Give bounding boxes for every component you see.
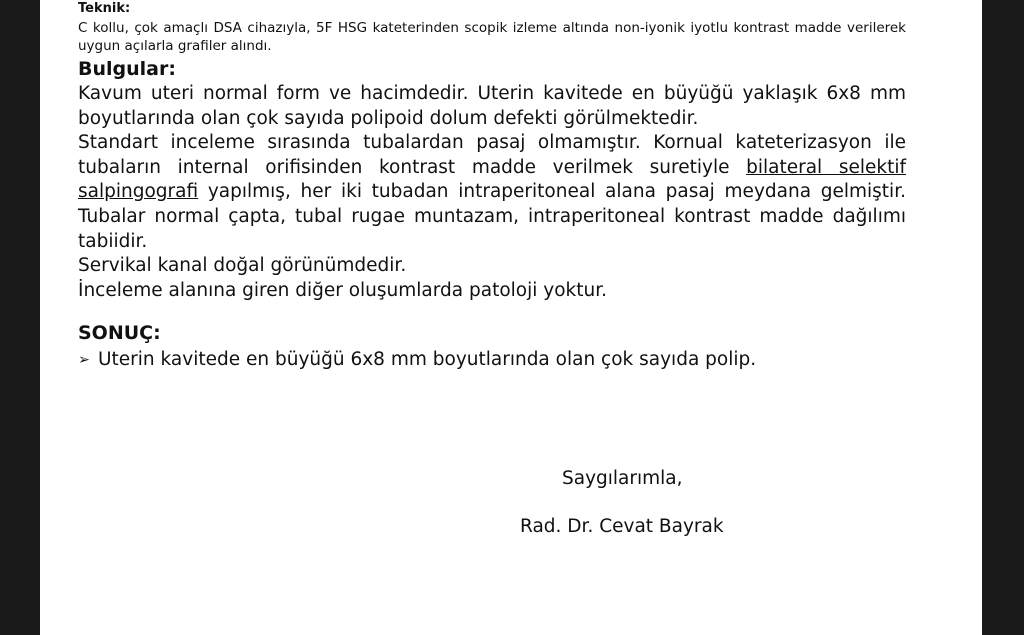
- underlined-term: bilateral selektif salpingografi: [78, 156, 906, 203]
- signature: Rad. Dr. Cevat Bayrak: [520, 516, 724, 537]
- arrow-bullet-icon: ➢: [78, 352, 90, 368]
- closing-line: Saygılarımla,: [562, 468, 683, 489]
- conclusion-text: Uterin kavitede en büyüğü 6x8 mm boyutlarında olan çok sayıda polip.: [98, 349, 757, 370]
- findings-paragraph-1: Kavum uteri normal form ve hacimdedir. Uterin kavitede en büyüğü yaklaşık 6x8 mm boyutlarında olan çok sayıda polipoid dolum defekti görülmektedir.: [78, 83, 906, 129]
- bulgular-heading: Bulgular:: [78, 58, 176, 80]
- findings-paragraph-2-start: Standart inceleme sırasında tubalardan pasaj olmamıştır. Kornual kateterizasyon ile tubaların internal orifisinden kontrast madde verilmek suretiyle: [78, 132, 906, 178]
- teknik-text: C kollu, çok amaçlı DSA cihazıyla, 5F HSG kateterinden scopik izleme altında non-iyonik iyotlu kontrast madde verilerek uygun açılarla grafiler alındı.: [78, 20, 906, 54]
- findings-paragraph-2-end: yapılmış, her iki tubadan intraperitoneal alana pasaj meydana gelmiştir. Tubalar normal çapta, tubal rugae muntazam, intraperitoneal kontrast madde dağılımı tabiidir.: [78, 181, 906, 252]
- sonuc-heading: SONUÇ:: [78, 322, 161, 344]
- findings-section: [78, 82, 906, 303]
- report-page: [40, 0, 982, 635]
- teknik-heading: Teknik:: [78, 1, 131, 16]
- findings-paragraph-3: Servikal kanal doğal görünümdedir.: [78, 255, 407, 277]
- conclusion-item: [76, 347, 756, 373]
- findings-paragraph-2: [78, 131, 906, 254]
- findings-paragraph-4: İnceleme alanına giren diğer oluşumlarda patoloji yoktur.: [78, 279, 608, 301]
